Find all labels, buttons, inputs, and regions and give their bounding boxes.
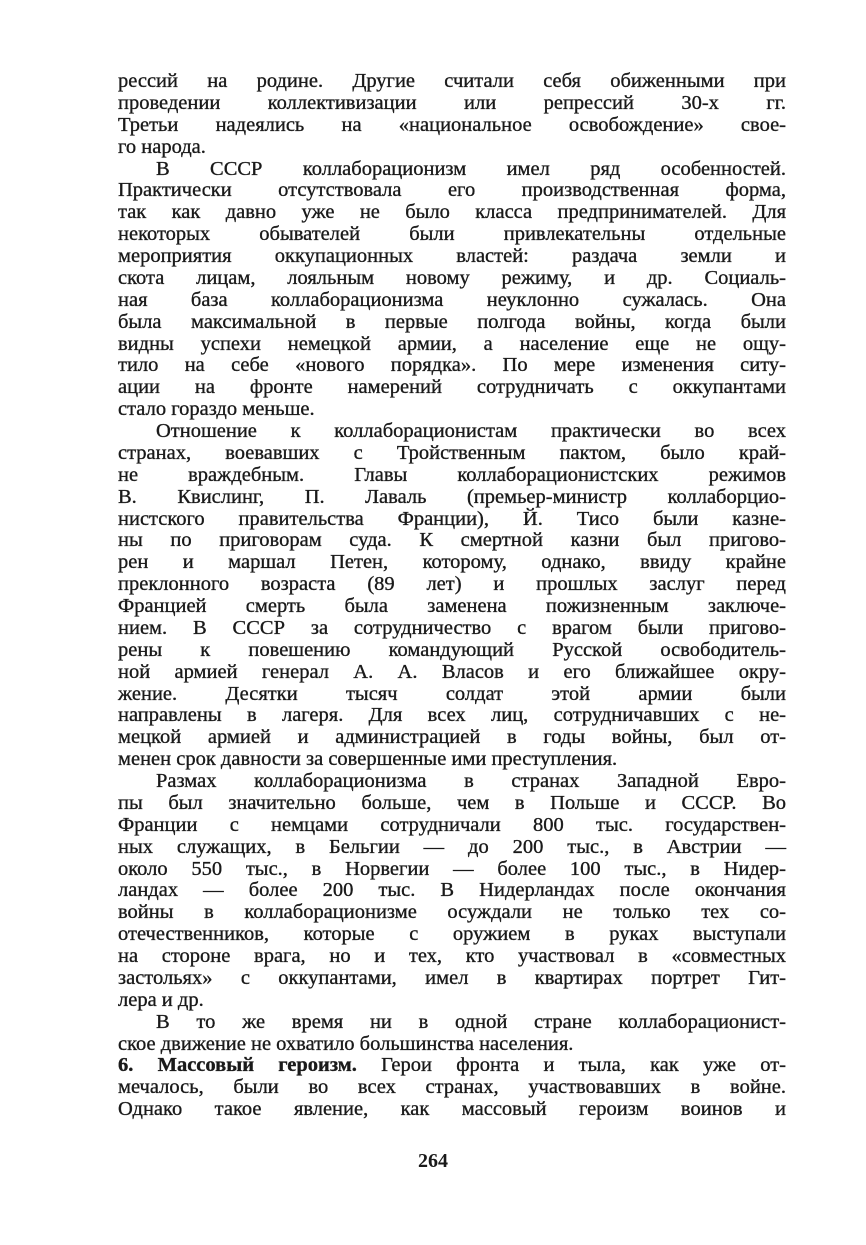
text-line: ландах — более 200 тыс. В Нидерландах после окончания [118, 879, 786, 902]
text-line: В СССР коллаборационизм имел ряд особенностей. [156, 157, 786, 180]
text-line: Однако такое явление, как массовый героизм воинов и [118, 1098, 786, 1121]
text-line: нием. В СССР за сотрудничество с врагом были пригово- [118, 616, 786, 639]
text-line: не враждебным. Главы коллаборационистских режимов [118, 463, 786, 486]
section-first-line [118, 1055, 786, 1077]
text-line: Герои фронта и тыла, как уже от- [356, 1054, 786, 1077]
page-number: 264 [418, 1150, 448, 1172]
text-line: ной армией генерал А. А. Власов и его ближайшее окру- [118, 660, 786, 683]
text-line: была максимальной в первые полгода войны, когда были [118, 310, 786, 333]
text-line: проведении коллективизации или репрессий 30-х гг. [118, 91, 786, 114]
section-heading: 6. Массовый героизм. [118, 1054, 357, 1077]
text-line: менен срок давности за совершенные ими преступления. [118, 748, 618, 771]
text-line: направлены в лагеря. Для всех лиц, сотрудничавших с не- [118, 704, 786, 727]
text-line: ных служащих, в Бельгии — до 200 тыс., в Австрии — [118, 835, 786, 858]
text-line: Третьи надеялись на «национальное освобождение» свое- [118, 113, 786, 136]
page-body [118, 71, 786, 1121]
text-line: преклонного возраста (89 лет) и прошлых заслуг перед [118, 573, 786, 596]
text-line: стало гораздо меньше. [118, 398, 315, 421]
paragraph [118, 159, 786, 422]
text-line: рены к повешению командующий Русской освободитель- [118, 638, 786, 661]
text-line: рен и маршал Петен, которому, однако, ввиду крайне [118, 551, 786, 574]
text-line: нистского правительства Франции), Й. Тисо были казне- [118, 507, 786, 530]
text-line: некоторых обывателей были привлекательны отдельные [118, 223, 786, 246]
text-line: отечественников, которые с оружием в руках выступали [118, 923, 786, 946]
text-line: Практически отсутствовала его производственная форма, [118, 179, 786, 202]
text-line: скота лицам, лояльным новому режиму, и др. Социаль- [118, 266, 786, 289]
text-line: Францией смерть была заменена пожизненным заключе- [118, 595, 786, 617]
paragraph [118, 421, 786, 771]
text-line: тило на себе «нового порядка». По мере изменения ситу- [118, 354, 786, 377]
paragraph [118, 71, 786, 159]
text-line: мецкой армией и администрацией в годы войны, был от- [118, 726, 786, 749]
text-line: так как давно уже не было класса предпринимателей. Для [118, 201, 786, 224]
text-line: войны в коллаборационизме осуждали не только тех со- [118, 901, 786, 924]
paragraph [118, 771, 786, 1012]
text-line: жение. Десятки тысяч солдат этой армии были [118, 682, 786, 705]
text-line: ная база коллаборационизма неуклонно сужалась. Она [118, 288, 786, 311]
text-line: около 550 тыс., в Норвегии — более 100 тыс., в Нидер- [118, 857, 786, 880]
text-line: В. Квислинг, П. Лаваль (премьер-министр коллаборцио- [118, 485, 786, 508]
text-line: мечалось, были во всех странах, участвовавших в войне. [118, 1076, 786, 1099]
text-line: пы был значительно больше, чем в Польше и СССР. Во [118, 791, 786, 814]
text-line: странах, воевавших с Тройственным пактом, было край- [118, 441, 786, 464]
text-line: Размах коллаборационизма в странах Западной Евро- [156, 770, 786, 792]
section-paragraph [118, 1055, 786, 1121]
text-line: видны успехи немецкой армии, а население еще не ощу- [118, 332, 786, 355]
text-line: го народа. [118, 135, 206, 158]
text-line: застольях» с оккупантами, имел в квартирах портрет Гит- [118, 966, 786, 989]
text-line: лера и др. [118, 988, 204, 1011]
text-line: на стороне врага, но и тех, кто участвовал в «совместных [118, 945, 786, 967]
text-line: Франции с немцами сотрудничали 800 тыс. государствен- [118, 813, 786, 836]
text-line: мероприятия оккупационных властей: раздача земли и [118, 245, 786, 267]
text-line: ское движение не охватило большинства населения. [118, 1032, 574, 1055]
text-line: Отношение к коллаборационистам практически во всех [156, 420, 786, 442]
paragraph [118, 1012, 786, 1056]
text-line: В то же время ни в одной стране коллаборационист- [156, 1010, 786, 1033]
text-line: ации на фронте намерений сотрудничать с оккупантами [118, 376, 786, 399]
text-line: рессий на родине. Другие считали себя обиженными при [118, 70, 786, 92]
text-line: ны по приговорам суда. К смертной казни был пригово- [118, 529, 786, 552]
